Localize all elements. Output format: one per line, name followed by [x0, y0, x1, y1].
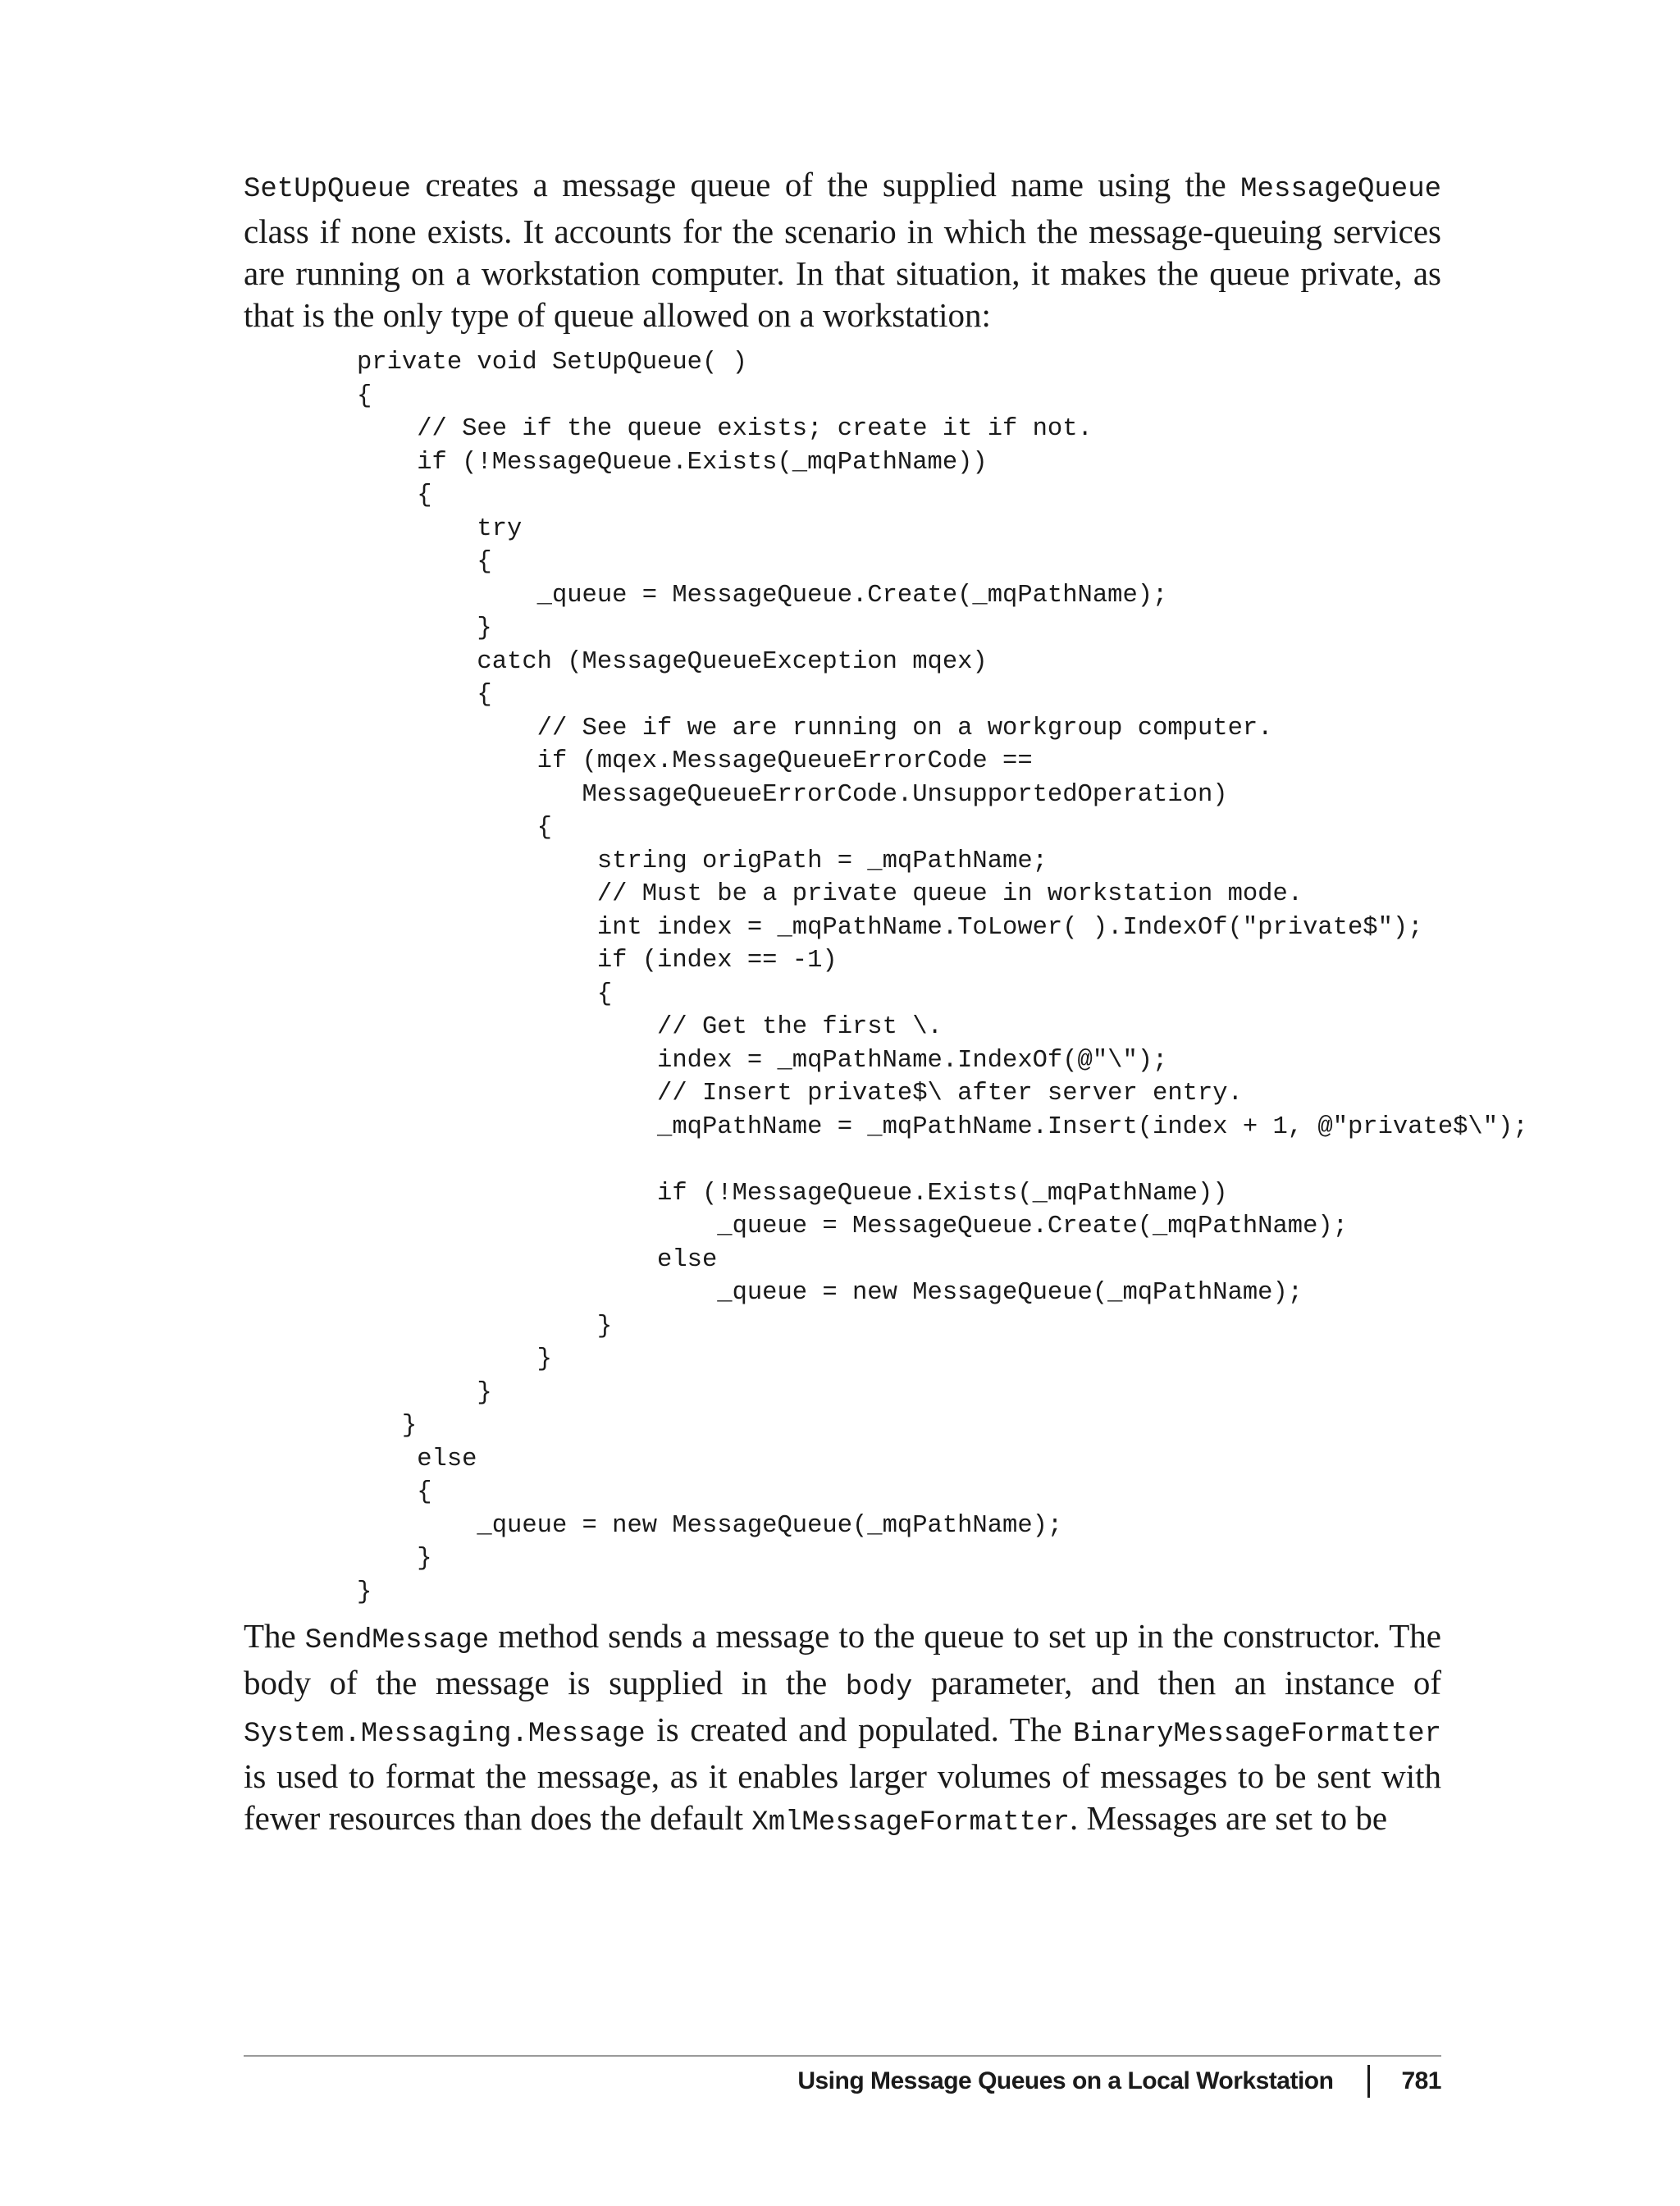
page-number: 781 — [1401, 2067, 1441, 2094]
inline-code: SendMessage — [304, 1625, 490, 1656]
footer-section-title: Using Message Queues on a Local Workstation — [797, 2067, 1334, 2094]
inline-code: body — [845, 1672, 913, 1703]
sendmessage-paragraph — [244, 1615, 1441, 1844]
paragraph-text: creates a message queue of the supplied name using the — [411, 166, 1241, 203]
paragraph-text: The — [244, 1617, 305, 1655]
inline-code: BinaryMessageFormatter — [1073, 1719, 1441, 1750]
page-body — [244, 164, 1528, 1844]
footer-divider — [244, 2055, 1441, 2057]
paragraph-text: parameter, and then an instance of — [912, 1664, 1441, 1701]
page-footer — [797, 2065, 1441, 2098]
footer-separator — [1367, 2065, 1370, 2098]
inline-code: SetUpQueue — [244, 174, 412, 205]
inline-code: MessageQueue — [1240, 174, 1441, 205]
paragraph-text: is used to format the message, as it enables larger volumes of messages to be sent with fewer resources than does the default — [244, 1757, 1441, 1837]
inline-code: System.Messaging.Message — [244, 1719, 646, 1750]
paragraph-text: is created and populated. The — [645, 1710, 1074, 1748]
inline-code: XmlMessageFormatter — [751, 1807, 1070, 1838]
paragraph-text: method sends a message to the queue to set up in the constructor. The body of the message is supplied in the — [244, 1617, 1442, 1701]
code-listing: private void SetUpQueue( ) { // See if the queue exists; create it if not. if (!MessageQueue.Exists(_mqPathName)) { try { _queue = MessageQueue.Create(_mqPathName); } catch (MessageQueueException mqex) { // See if we are running on a workgroup computer. if (mqex.MessageQueueErrorCode == MessageQueueErrorCode.UnsupportedOperation) { string origPath = _mqPathName; // Must be a private queue in workstation mode. int index = _mqPathName.ToLower( ).IndexOf("private$"); if (index == -1) { // Get the first \. index = _mqPathName.IndexOf(@"\"); // Insert private$\ after server entry. _mqPathName = _mqPathName.Insert(index + 1, @"private$\"); if (!MessageQueue.Exists(_mqPathName)) _queue = MessageQueue.Create(_mqPathName); else _queue = new MessageQueue(_mqPathName); } } } } else { _queue = new MessageQueue(_mqPathName); } } — [357, 349, 1528, 1606]
intro-paragraph — [244, 164, 1441, 336]
paragraph-text: . Messages are set to be — [1069, 1799, 1388, 1837]
paragraph-text: class if none exists. It accounts for the scenario in which the message-queuing services are running on a workstation computer. In that situation, it makes the queue private, as that is the only type of queue allowed on a workstation: — [244, 212, 1441, 334]
